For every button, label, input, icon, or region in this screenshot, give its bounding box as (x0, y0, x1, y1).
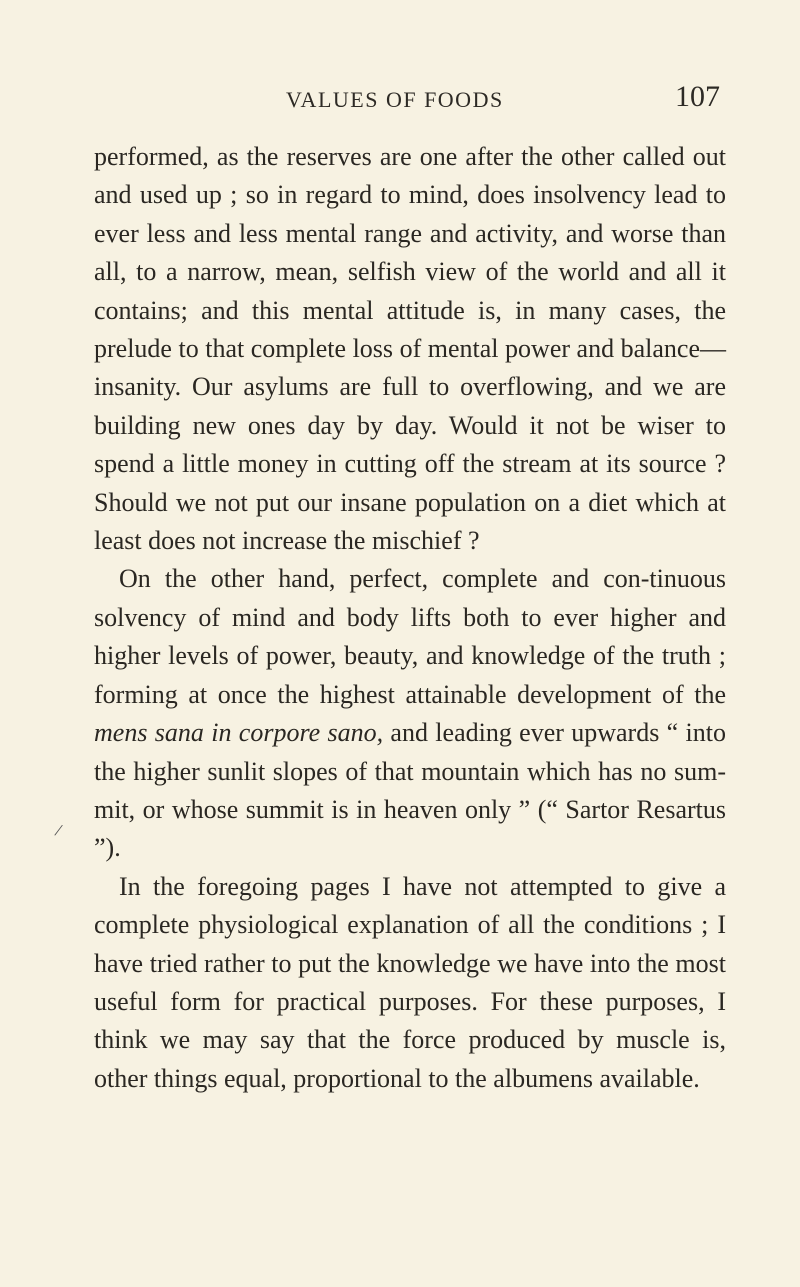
paragraph-1: performed, as the reserves are one after the other called out and used up ; so in regard to mind, does insolvency lead to ever less and less mental range and activity, and worse than all, to a narrow, mean, selfish view of the world and all it contains; and this mental attitude is, in many cases, the prelude to that complete loss of mental power and balance— insanity. Our asylums are full to overflowing, and we are building new ones day by day. Would it not be wiser to spend a little money in cutting off the stream at its source ? Should we not put our insane population on a diet which at least does not increase the mischief ? (94, 142, 726, 556)
latin-phrase: mens sana in corpore sano, (94, 718, 384, 748)
running-head (90, 80, 720, 127)
margin-pencil-mark: / (53, 819, 65, 841)
body-text (94, 138, 726, 1098)
paragraph-2-text-after: and leading ever upwards “ into the higher sunlit slopes of that mountain which has no sum-mit, or whose summit is in heaven only ” (“ Sartor Resartus ”). (94, 718, 726, 863)
paragraph-2 (94, 560, 726, 867)
paragraph-2-text-before: On the other hand, perfect, complete and con-tinuous solvency of mind and body lifts both to ever higher and higher levels of power, beauty, and knowledge of the truth ; forming at once the highest attainable development of the (94, 564, 726, 709)
page-number: 107 (675, 80, 720, 113)
running-title: VALUES OF FOODS (286, 87, 504, 112)
paragraph-3: In the foregoing pages I have not attempted to give a complete physiological explanation of all the conditions ; I have tried rather to put the knowledge we have into the most useful form for practical purposes. For these purposes, I think we may say that the force produced by muscle is, other things equal, proportional to the albumens available. (94, 871, 726, 1093)
